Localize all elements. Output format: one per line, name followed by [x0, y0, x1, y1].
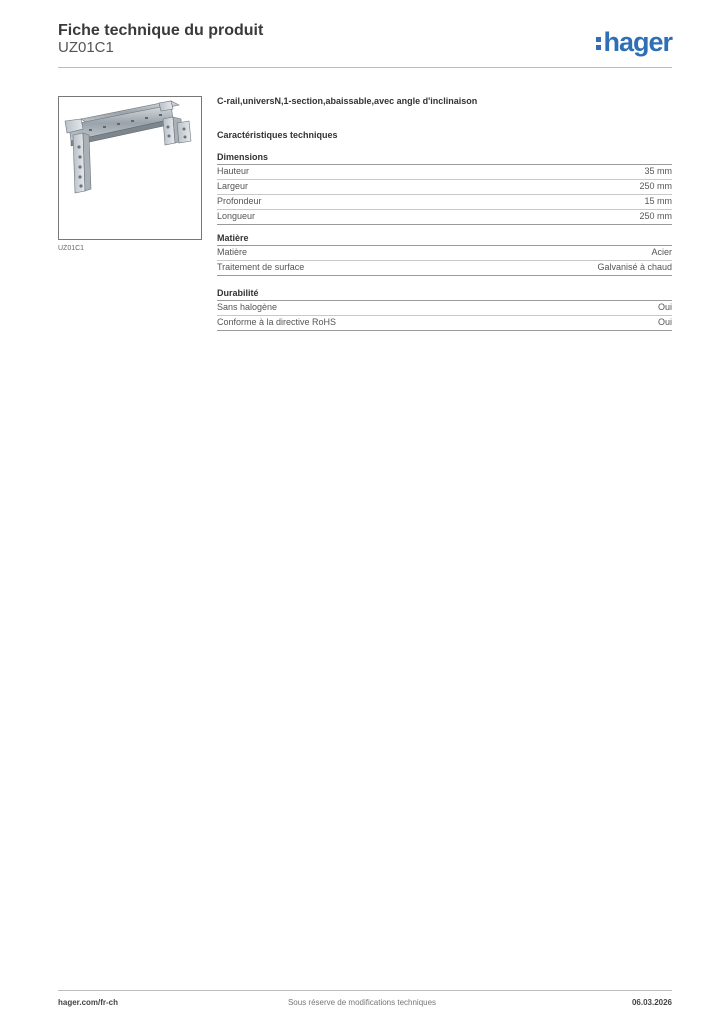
- spec-row: [217, 195, 672, 210]
- spec-value: Oui: [657, 317, 672, 327]
- section-matiere: [217, 233, 672, 276]
- spec-row: [217, 316, 672, 331]
- footer-note: Sous réserve de modifications techniques: [287, 998, 437, 1007]
- product-reference: UZ01C1: [58, 39, 114, 56]
- spec-label: Profondeur: [217, 196, 262, 206]
- spec-value: 250 mm: [639, 211, 672, 221]
- section-durabilite: [217, 288, 672, 331]
- product-description: C-rail,universN,1-section,abaissable,avec angle d'inclinaison: [217, 96, 478, 106]
- spec-row: [217, 246, 672, 261]
- product-image-caption: UZ01C1: [58, 245, 85, 252]
- spec-value: Oui: [657, 302, 672, 312]
- spec-label: Longueur: [217, 211, 256, 221]
- section-title: Matière: [217, 233, 672, 246]
- spec-value: Galvanisé à chaud: [597, 262, 672, 272]
- section-title: Dimensions: [217, 152, 672, 165]
- spec-row: [217, 180, 672, 195]
- product-image: [58, 96, 202, 240]
- spec-value: 15 mm: [644, 196, 672, 206]
- logo-dots-icon: [596, 34, 601, 50]
- product-details: [217, 96, 672, 331]
- footer-divider: [58, 990, 672, 991]
- spec-row: [217, 165, 672, 180]
- c-rail-bracket-icon: [59, 97, 201, 239]
- spec-value: 250 mm: [639, 181, 672, 191]
- logo-text: hager: [603, 27, 672, 57]
- section-title: Durabilité: [217, 288, 672, 301]
- spec-row: [217, 301, 672, 316]
- spec-row: [217, 261, 672, 276]
- spec-label: Traitement de surface: [217, 262, 305, 272]
- spec-label: Matière: [217, 247, 248, 257]
- tech-heading: Caractéristiques techniques: [217, 130, 338, 140]
- section-dimensions: [217, 152, 672, 225]
- footer-website-link[interactable]: hager.com/fr-ch: [58, 998, 119, 1007]
- spec-value: 35 mm: [644, 166, 672, 176]
- spec-row: [217, 210, 672, 225]
- spec-label: Hauteur: [217, 166, 250, 176]
- header-divider: [58, 67, 672, 68]
- spec-value: Acier: [651, 247, 672, 257]
- page-title: Fiche technique du produit: [58, 22, 264, 39]
- spec-label: Largeur: [217, 181, 249, 191]
- footer-date: 06.03.2026: [631, 998, 672, 1007]
- spec-label: Conforme à la directive RoHS: [217, 317, 337, 327]
- spec-label: Sans halogène: [217, 302, 278, 312]
- hager-logo: [596, 27, 672, 57]
